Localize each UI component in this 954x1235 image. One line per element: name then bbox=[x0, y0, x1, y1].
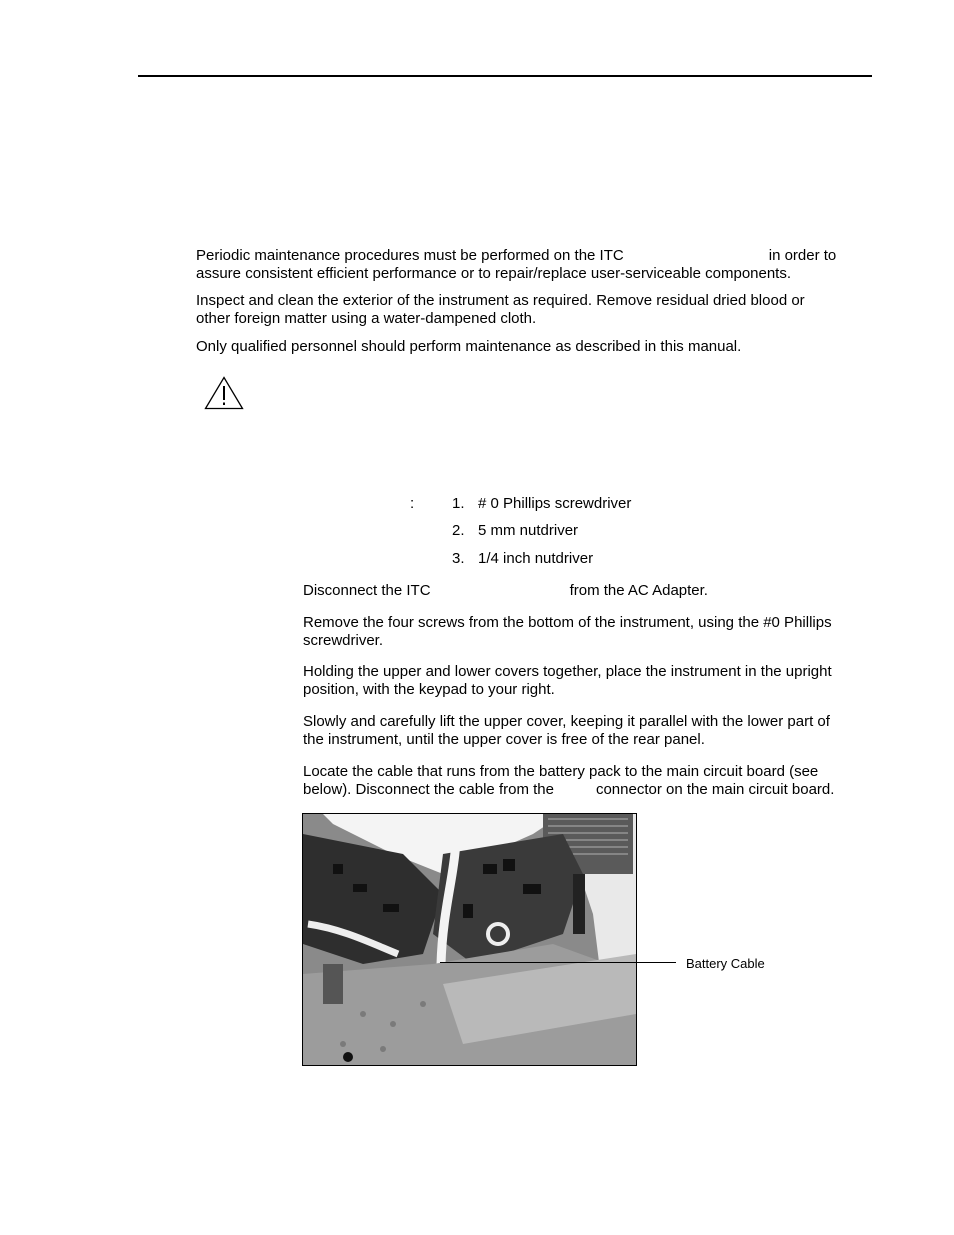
intro-paragraph-2-line-1: Inspect and clean the exterior of the instrument as required. Remove residual dried blood or bbox=[196, 292, 805, 309]
step-3-line-2: position, with the keypad to your right. bbox=[303, 681, 555, 698]
header-rule bbox=[138, 75, 872, 77]
tool-number: 1. bbox=[452, 495, 465, 512]
step-1-start: Disconnect the ITC bbox=[303, 582, 431, 599]
tool-text: 1/4 inch nutdriver bbox=[478, 550, 594, 567]
tool-text: 5 mm nutdriver bbox=[478, 522, 579, 539]
intro-paragraph-1-line-2: assure consistent efficient performance or to repair/replace user-serviceable components. bbox=[196, 265, 792, 282]
step-4-line-1: Slowly and carefully lift the upper cover, keeping it parallel with the lower part of bbox=[303, 713, 830, 730]
circuit-board-illustration bbox=[303, 814, 636, 1065]
tool-number: 2. bbox=[452, 522, 465, 539]
step-2-line-2: screwdriver. bbox=[303, 632, 384, 649]
intro-paragraph-3: Only qualified personnel should perform maintenance as described in this manual. bbox=[196, 338, 742, 355]
step-3-line-1: Holding the upper and lower covers together, place the instrument in the upright bbox=[303, 663, 832, 680]
step-5-start: below). Disconnect the cable from the bbox=[303, 781, 554, 798]
intro-p1-start: Periodic maintenance procedures must be performed on the ITC bbox=[196, 247, 624, 264]
tool-text: # 0 Phillips screwdriver bbox=[478, 495, 632, 512]
warning-triangle-icon bbox=[204, 376, 244, 410]
step-1-end: from the AC Adapter. bbox=[569, 582, 708, 599]
tool-item bbox=[452, 495, 631, 513]
step-4-line-2: the instrument, until the upper cover is free of the rear panel. bbox=[303, 731, 705, 748]
tool-item bbox=[452, 522, 578, 540]
tool-item bbox=[452, 550, 593, 568]
step-5-end: connector on the main circuit board. bbox=[595, 781, 835, 798]
step-1 bbox=[303, 582, 708, 600]
step-5-line-1: Locate the cable that runs from the battery pack to the main circuit board (see bbox=[303, 763, 819, 780]
step-5-line-2 bbox=[303, 781, 834, 799]
circuit-board-photo bbox=[302, 813, 637, 1066]
intro-paragraph-1-line-1 bbox=[196, 247, 836, 265]
tools-colon: : bbox=[410, 495, 415, 512]
callout-leader-line bbox=[440, 962, 676, 963]
callout-battery-cable: Battery Cable bbox=[686, 956, 765, 971]
step-2-line-1: Remove the four screws from the bottom of the instrument, using the #0 Phillips bbox=[303, 614, 832, 631]
intro-p1-end: in order to bbox=[768, 247, 837, 264]
intro-paragraph-2-line-2: other foreign matter using a water-dampened cloth. bbox=[196, 310, 537, 327]
tool-number: 3. bbox=[452, 550, 465, 567]
